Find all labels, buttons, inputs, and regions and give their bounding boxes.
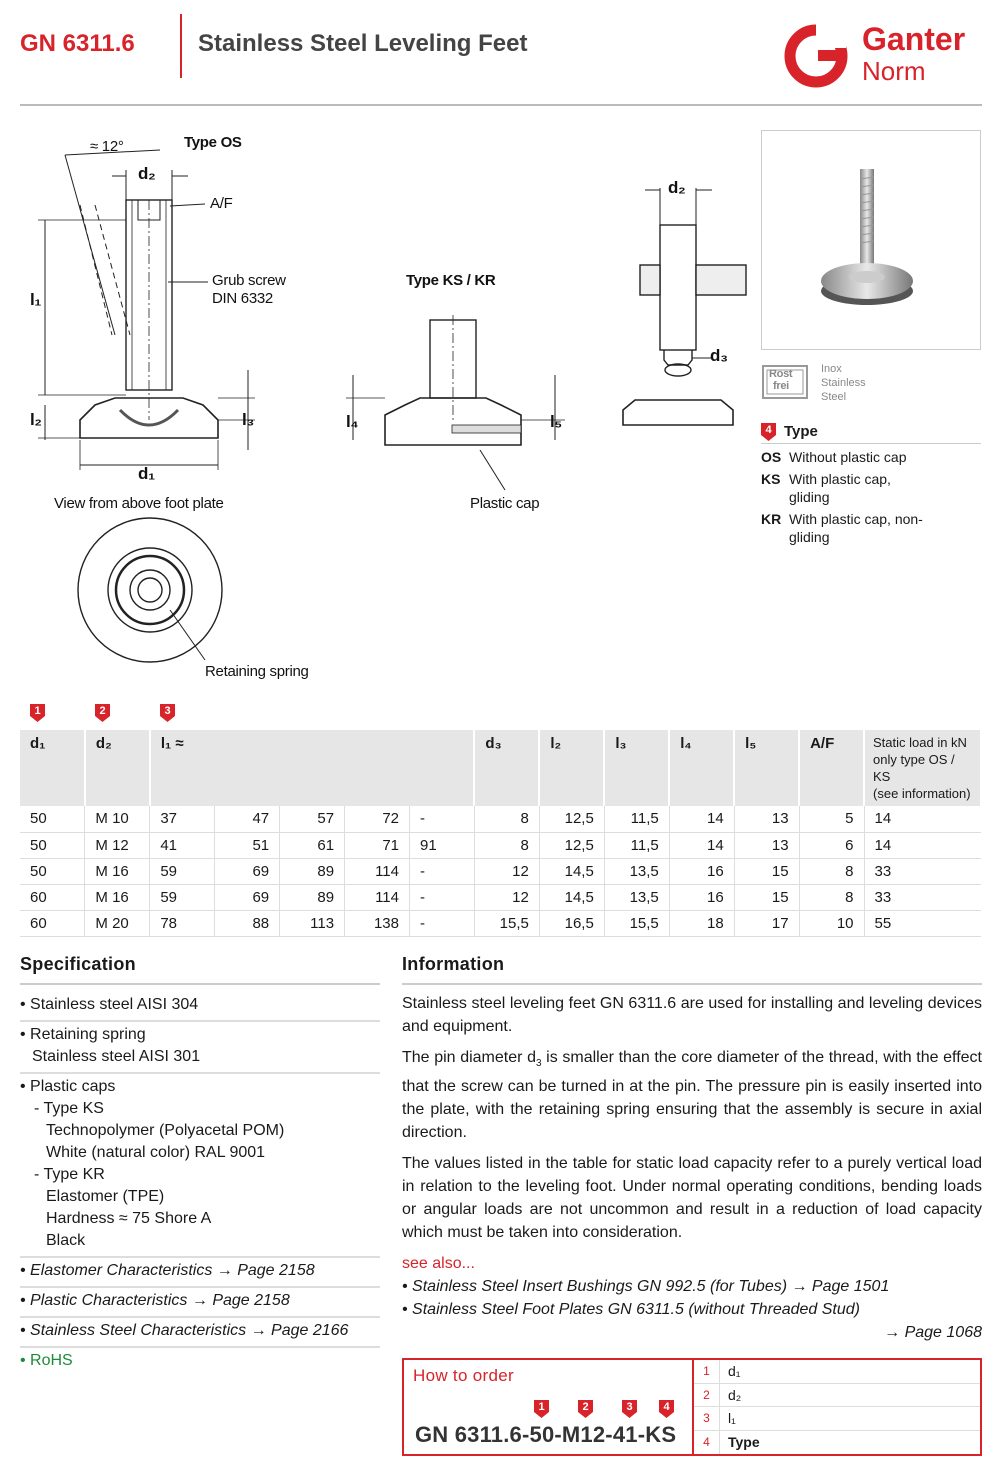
spec-item: • Stainless steel AISI 304 bbox=[20, 992, 380, 1022]
logo-text-norm: Norm bbox=[862, 56, 926, 86]
table-cell: 5 bbox=[799, 806, 864, 832]
ganter-logo-icon bbox=[782, 20, 854, 90]
table-cell: 12 bbox=[474, 858, 539, 884]
type-item-os bbox=[761, 448, 981, 466]
type-desc: Without plastic cap bbox=[789, 449, 907, 465]
ganter-norm-logo bbox=[782, 20, 982, 90]
table-cell: 114 bbox=[345, 858, 410, 884]
table-cell: 16 bbox=[669, 858, 734, 884]
info-paragraph-2: The pin diameter $d_3$ is smaller than the core diameter of the thread, with the effect that the screw can be turned in at the pin. The pressure pin is easily inserted into the plate, with the retaining spring ensuring that the assembly is secure in axial direction. bbox=[402, 1049, 983, 1142]
table-cell: 15 bbox=[734, 858, 799, 884]
angle-label: ≈ 12° bbox=[90, 138, 124, 155]
table-cell: 15,5 bbox=[474, 910, 539, 936]
table-cell: M 16 bbox=[85, 858, 150, 884]
spec-link-plastic[interactable]: • Plastic Characteristics → Page 2158 bbox=[20, 1288, 380, 1318]
stamp-text-rost: Rost bbox=[769, 368, 793, 380]
drawing-lines bbox=[20, 120, 750, 695]
table-cell: 50 bbox=[20, 806, 85, 832]
table-cell: 138 bbox=[345, 910, 410, 936]
header-rule bbox=[20, 104, 982, 106]
table-cell: 16,5 bbox=[539, 910, 604, 936]
table-cell: 14 bbox=[669, 832, 734, 858]
col-header-l3: l₃ bbox=[604, 730, 669, 806]
type-desc: With plastic cap, gliding bbox=[789, 471, 891, 505]
page-header bbox=[20, 14, 982, 104]
table-cell: 89 bbox=[280, 858, 345, 884]
type-code: KS bbox=[761, 471, 781, 487]
table-cell: 16 bbox=[669, 884, 734, 910]
table-cell: 12,5 bbox=[539, 806, 604, 832]
order-code-example: GN 6311.6-50-M12-41-KS bbox=[415, 1422, 677, 1447]
table-cell: 13,5 bbox=[604, 884, 669, 910]
table-cell: M 10 bbox=[85, 806, 150, 832]
dimension-table bbox=[20, 730, 982, 937]
table-cell: 72 bbox=[345, 806, 410, 832]
retaining-spring-label: Retaining spring bbox=[205, 663, 309, 680]
table-column-badges bbox=[30, 704, 230, 726]
grub-screw-label: Grub screw bbox=[212, 272, 286, 289]
table-cell: 50 bbox=[20, 858, 85, 884]
order-legend-row: 1 d₁ bbox=[694, 1360, 980, 1384]
table-cell: 60 bbox=[20, 910, 85, 936]
product-code: GN 6311.6 bbox=[20, 30, 135, 57]
type-code: KR bbox=[761, 511, 782, 527]
see-also-page-1068[interactable]: → Page 1068 bbox=[884, 1324, 982, 1342]
table-cell: - bbox=[410, 806, 475, 832]
col-header-l5: l₅ bbox=[734, 730, 799, 806]
table-cell: 69 bbox=[215, 858, 280, 884]
col-header-d2: d₂ bbox=[85, 730, 150, 806]
grub-din-label: DIN 6332 bbox=[212, 290, 273, 307]
l1-label: l₁ bbox=[30, 290, 42, 309]
table-cell: 114 bbox=[345, 884, 410, 910]
table-cell: - bbox=[410, 884, 475, 910]
table-cell: 47 bbox=[215, 806, 280, 832]
spec-rohs: • RoHS bbox=[20, 1352, 73, 1369]
table-cell: 33 bbox=[864, 884, 981, 910]
col-header-l1: l₁ ≈ bbox=[150, 730, 475, 806]
col-header-l2: l₂ bbox=[539, 730, 604, 806]
inox-stamp bbox=[761, 362, 981, 406]
see-also-link-bushings[interactable]: • Stainless Steel Insert Bushings GN 992.5 (for Tubes) → Page 1501 bbox=[402, 1278, 890, 1296]
table-cell: 91 bbox=[410, 832, 475, 858]
table-cell: 57 bbox=[280, 806, 345, 832]
table-cell: 14 bbox=[864, 832, 981, 858]
information-title: Information bbox=[402, 954, 505, 974]
table-row bbox=[20, 884, 981, 910]
type-legend-header bbox=[761, 420, 981, 444]
order-badge-2-icon: 2 bbox=[578, 1400, 593, 1418]
order-badge-3-icon: 3 bbox=[622, 1400, 637, 1418]
table-row bbox=[20, 832, 981, 858]
order-legend-row: 3 l₁ bbox=[694, 1407, 980, 1431]
table-row bbox=[20, 858, 981, 884]
table-cell: 60 bbox=[20, 884, 85, 910]
col-header-d3: d₃ bbox=[474, 730, 539, 806]
type-desc: With plastic cap, non-gliding bbox=[789, 511, 923, 545]
product-photo bbox=[761, 130, 981, 350]
table-cell: 17 bbox=[734, 910, 799, 936]
leveling-foot-image bbox=[762, 131, 980, 349]
table-cell: 14,5 bbox=[539, 858, 604, 884]
table-cell: 69 bbox=[215, 884, 280, 910]
information-text bbox=[402, 992, 982, 1344]
table-cell: 8 bbox=[799, 884, 864, 910]
col-header-static-load: Static load in kN only type OS / KS (see information) bbox=[864, 730, 981, 806]
specification-list bbox=[20, 992, 380, 1376]
table-cell: 12 bbox=[474, 884, 539, 910]
technical-drawings bbox=[20, 120, 750, 695]
table-row bbox=[20, 910, 981, 936]
af-label: A/F bbox=[210, 195, 233, 212]
table-cell: 59 bbox=[150, 858, 215, 884]
order-legend bbox=[692, 1360, 980, 1454]
d2-label: d₂ bbox=[138, 164, 156, 183]
table-cell: 88 bbox=[215, 910, 280, 936]
table-cell: 78 bbox=[150, 910, 215, 936]
table-cell: 89 bbox=[280, 884, 345, 910]
col-header-d1: d₁ bbox=[20, 730, 85, 806]
spec-link-elastomer[interactable]: • Elastomer Characteristics → Page 2158 bbox=[20, 1258, 380, 1288]
table-cell: M 12 bbox=[85, 832, 150, 858]
table-cell: 51 bbox=[215, 832, 280, 858]
col-header-l4: l₄ bbox=[669, 730, 734, 806]
type-code: OS bbox=[761, 449, 782, 465]
table-cell: 14 bbox=[864, 806, 981, 832]
spec-item: • Plastic caps - Type KS Technopolymer (Polyacetal POM) White (natural color) RAL 9001 - Type KR Elastomer (TPE) Hardness ≈ 75 Shore A Black bbox=[20, 1074, 380, 1258]
table-cell: 59 bbox=[150, 884, 215, 910]
type-os-label: Type OS bbox=[184, 134, 242, 151]
info-paragraph-1: Stainless steel leveling feet GN 6311.6 are used for installing and leveling devices and equipment. bbox=[402, 995, 982, 1035]
table-cell: M 16 bbox=[85, 884, 150, 910]
l4-label: l₄ bbox=[346, 412, 359, 431]
order-legend-row: 4 Type bbox=[694, 1431, 980, 1455]
table-row bbox=[20, 806, 981, 832]
order-badge-4-icon: 4 bbox=[659, 1400, 674, 1418]
header-separator bbox=[180, 14, 182, 78]
table-cell: 18 bbox=[669, 910, 734, 936]
table-cell: M 20 bbox=[85, 910, 150, 936]
specification-rule bbox=[20, 983, 380, 985]
table-cell: 11,5 bbox=[604, 832, 669, 858]
information-rule bbox=[402, 983, 982, 985]
table-cell: 41 bbox=[150, 832, 215, 858]
d1-label: d₁ bbox=[138, 464, 155, 483]
table-cell: 11,5 bbox=[604, 806, 669, 832]
table-cell: - bbox=[410, 858, 475, 884]
table-cell: 13,5 bbox=[604, 858, 669, 884]
how-to-order-title: How to order bbox=[413, 1366, 514, 1385]
info-paragraph-3: The values listed in the table for static load capacity refer to a purely vertical load in relation to the leveling foot. Under normal operating conditions, bending loads or angular loads are not uncommon and result in a reduction of load capacity which must be taken into consideration. bbox=[402, 1155, 982, 1242]
stamp-text-frei: frei bbox=[773, 380, 789, 392]
l5-label: l₅ bbox=[550, 412, 562, 431]
table-cell: 55 bbox=[864, 910, 981, 936]
spec-link-stainless[interactable]: • Stainless Steel Characteristics → Page 2166 bbox=[20, 1318, 380, 1348]
table-cell: 61 bbox=[280, 832, 345, 858]
table-cell: - bbox=[410, 910, 475, 936]
see-also-heading: see also... bbox=[402, 1255, 475, 1273]
table-cell: 113 bbox=[280, 910, 345, 936]
how-to-order-box bbox=[402, 1358, 982, 1456]
logo-text-ganter: Ganter bbox=[862, 21, 966, 57]
inox-line-2: Stainless bbox=[821, 377, 866, 389]
l2-label: l₂ bbox=[30, 410, 42, 429]
table-cell: 15 bbox=[734, 884, 799, 910]
inox-text bbox=[821, 362, 866, 404]
view-above-label: View from above foot plate bbox=[54, 495, 224, 512]
order-badges bbox=[534, 1400, 694, 1420]
table-header-row bbox=[20, 730, 981, 806]
spec-item: • Retaining spring Stainless steel AISI 301 bbox=[20, 1022, 380, 1074]
d2-pin-label: d₂ bbox=[668, 178, 686, 197]
table-cell: 13 bbox=[734, 806, 799, 832]
badge-3-icon: 3 bbox=[160, 704, 175, 722]
plastic-cap-label: Plastic cap bbox=[470, 495, 540, 512]
table-cell: 8 bbox=[474, 832, 539, 858]
type-item-ks bbox=[761, 470, 981, 506]
table-cell: 71 bbox=[345, 832, 410, 858]
table-cell: 50 bbox=[20, 832, 85, 858]
table-cell: 15,5 bbox=[604, 910, 669, 936]
type-item-kr bbox=[761, 510, 981, 546]
order-badge-1-icon: 1 bbox=[534, 1400, 549, 1418]
type-legend bbox=[761, 420, 981, 546]
table-cell: 14 bbox=[669, 806, 734, 832]
type-kskr-label: Type KS / KR bbox=[406, 272, 496, 289]
table-cell: 33 bbox=[864, 858, 981, 884]
table-cell: 8 bbox=[799, 858, 864, 884]
order-legend-row: 2 d₂ bbox=[694, 1384, 980, 1408]
badge-2-icon: 2 bbox=[95, 704, 110, 722]
table-cell: 14,5 bbox=[539, 884, 604, 910]
page-title: Stainless Steel Leveling Feet bbox=[198, 30, 528, 57]
table-cell: 37 bbox=[150, 806, 215, 832]
table-cell: 6 bbox=[799, 832, 864, 858]
table-cell: 12,5 bbox=[539, 832, 604, 858]
see-also-link-foot-plates[interactable]: • Stainless Steel Foot Plates GN 6311.5 (without Threaded Stud) bbox=[402, 1301, 860, 1319]
inox-line-1: Inox bbox=[821, 363, 842, 375]
badge-4-icon: 4 bbox=[761, 423, 776, 441]
badge-1-icon: 1 bbox=[30, 704, 45, 722]
table-cell: 13 bbox=[734, 832, 799, 858]
type-legend-title: Type bbox=[784, 423, 818, 440]
table-cell: 10 bbox=[799, 910, 864, 936]
d3-label: d₃ bbox=[710, 346, 728, 365]
inox-line-3: Steel bbox=[821, 391, 847, 403]
col-header-af: A/F bbox=[799, 730, 864, 806]
l3-label: l₃ bbox=[242, 410, 254, 429]
table-cell: 8 bbox=[474, 806, 539, 832]
specification-title: Specification bbox=[20, 954, 136, 974]
